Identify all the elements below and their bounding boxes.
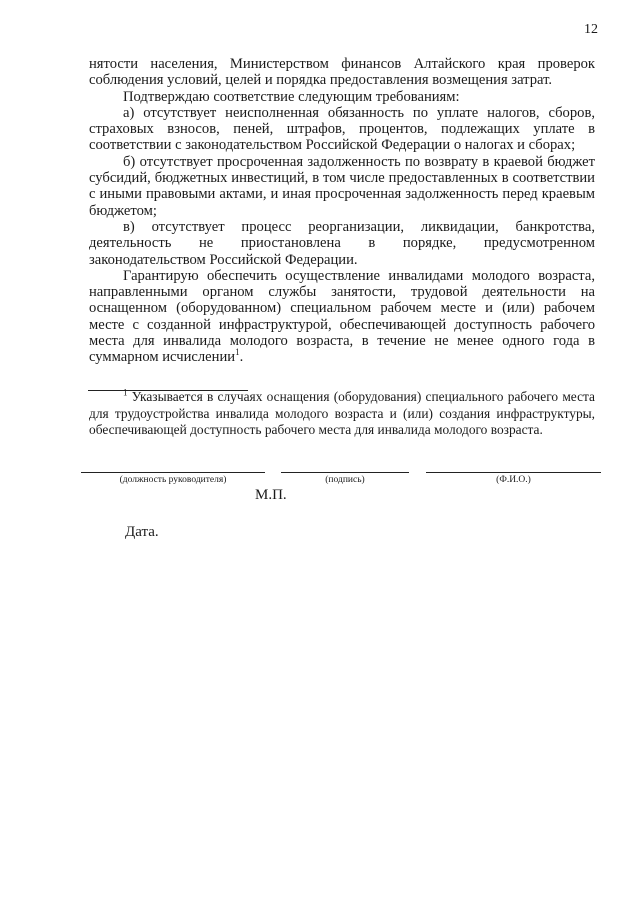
stamp-place-label: М.П. (255, 487, 287, 503)
position-signature-line (81, 472, 265, 473)
footnote (89, 389, 595, 439)
paragraph-requirement-a: а) отсутствует неисполненная обязанность по уплате налогов, сборов, страховых взносов, пеней, штрафов, процентов, подлежащих уплате в соответствии с законодательством Российской Федерации о налогах и сборах; (89, 104, 595, 154)
paragraph-requirement-c: в) отсутствует процесс реорганизации, ликвидации, банкротства, деятельность не приостановлена в порядке, предусмотренном законодательством Российской Федерации. (89, 218, 595, 268)
guarantee-text: Гарантирую обеспечить осуществление инвалидами молодого возраста, направленными органом службы занятости, трудовой деятельности на оснащенном (оборудованном) специальном рабочем месте и (или) рабочем месте с созданной инфраструктурой, обеспечивающей доступность рабочего места для инвалида молодого возраста, в течение не менее одного года в суммарном исчислении (89, 267, 595, 366)
paragraph-guarantee (89, 268, 595, 366)
position-caption: (должность руководителя) (119, 475, 227, 485)
name-caption: (Ф.И.О.) (496, 475, 531, 485)
document-body (89, 56, 595, 366)
footnote-mark: 1 (123, 387, 128, 398)
paragraph-continuation: нятости населения, Министерством финансов Алтайского края проверок соблюдения условий, целей и порядка предоставления возмещения затрат. (89, 56, 595, 89)
footnote-text: Указывается в случаях оснащения (оборудования) специального рабочего места для трудоустройства инвалида молодого возраста и (или) создания инфраструктуры, обеспечивающей доступность рабочего места для инвалида молодого возраста. (89, 389, 595, 437)
footnote-reference: 1 (235, 347, 240, 358)
name-signature-line (426, 472, 601, 473)
date-label: Дата. (125, 524, 159, 540)
page-number: 12 (584, 22, 598, 37)
paragraph-requirement-b: б) отсутствует просроченная задолженность по возврату в краевой бюджет субсидий, бюджетных инвестиций, в том числе предоставленных в соответствии с иными правовыми актами, и иная просроченная задолженность перед краевым бюджетом; (89, 153, 595, 219)
paragraph-confirmation: Подтверждаю соответствие следующим требованиям: (123, 88, 460, 105)
signature-caption: (подпись) (325, 475, 365, 485)
signature-line (281, 472, 409, 473)
guarantee-end: . (239, 349, 244, 366)
